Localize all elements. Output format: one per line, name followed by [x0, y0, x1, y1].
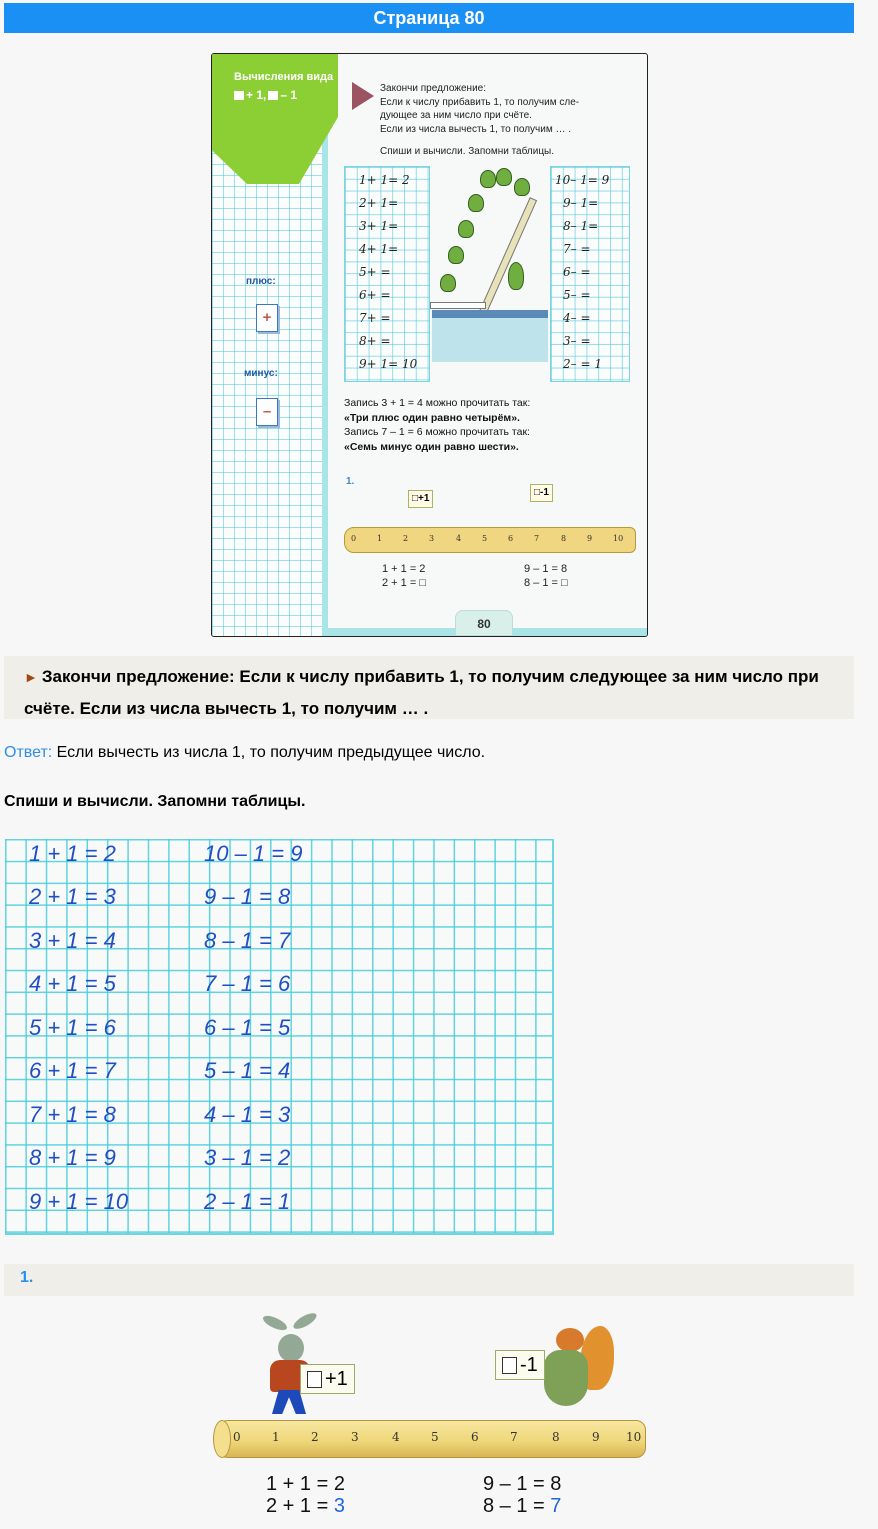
solution-row: 4 – 1 = 3 — [204, 1102, 291, 1127]
table-row: 3+ 1= — [359, 219, 399, 233]
rabbit-ear — [261, 1313, 289, 1333]
book-instruction-2: Спиши и вычисли. Запомни таблицы. — [380, 146, 555, 157]
solution-row: 8 + 1 = 9 — [29, 1145, 116, 1170]
equation-left-2 — [266, 1495, 345, 1517]
table-row: 6+ = — [359, 288, 391, 302]
card-minus-one: □-1 — [530, 484, 553, 502]
topic-title: Вычисления вида — [234, 71, 334, 83]
equation-answer: 7 — [550, 1495, 562, 1517]
rabbit-icon — [278, 1334, 304, 1362]
tick-label: 7 — [534, 534, 540, 543]
table-row: 2– = 1 — [563, 357, 602, 371]
card-label: -1 — [520, 1353, 538, 1376]
log-end — [213, 1420, 231, 1458]
instruction-line: Закончи предложение: — [380, 83, 486, 94]
equation: 2 + 1 = □ — [382, 577, 426, 589]
tick-label: 8 — [561, 534, 567, 543]
frog-icon — [440, 274, 456, 292]
reading-line: «Три плюс один равно четырём». — [344, 411, 520, 424]
table-row: 5– = — [563, 288, 591, 302]
solution-row: 4 + 1 = 5 — [29, 971, 116, 996]
table-row: 4+ 1= — [359, 242, 399, 256]
textbook-page-image — [211, 53, 648, 637]
exercise-number: 1. — [346, 476, 355, 487]
table-row: 6– = — [563, 265, 591, 279]
plus-sign-icon: + — [256, 304, 278, 332]
tick-label: 1 — [377, 534, 383, 543]
rabbit-ear — [291, 1310, 319, 1332]
frog-icon — [468, 194, 484, 212]
instruction-line: дующее за ним число при счёте. — [380, 110, 532, 121]
solution-row: 9 + 1 = 10 — [29, 1189, 129, 1214]
number-line-log — [344, 527, 636, 553]
task-box-exercise-1 — [4, 1264, 854, 1296]
table-row: 4– = — [563, 311, 591, 325]
solution-row: 7 + 1 = 8 — [29, 1102, 116, 1127]
frog-icon — [480, 170, 496, 188]
tick-label: 2 — [311, 1430, 319, 1444]
table-row: 1+ 1= 2 — [359, 173, 410, 187]
equation: 1 + 1 = 2 — [382, 563, 426, 575]
equation: 9 – 1 = 8 — [524, 563, 568, 575]
diving-board — [430, 302, 486, 309]
page-header — [4, 3, 854, 33]
minus-sign-icon: – — [256, 398, 278, 426]
topic-formula-plus: + 1, — [246, 88, 267, 102]
equation: 8 – 1 = □ — [524, 577, 568, 589]
card-minus-one — [495, 1350, 545, 1380]
task-box-complete-sentence — [4, 656, 854, 719]
instruction-line: Если к числу прибавить 1, то получим сле- — [380, 96, 580, 108]
tick-label: 0 — [351, 534, 357, 543]
tick-label: 10 — [613, 534, 624, 543]
card-label: +1 — [325, 1367, 348, 1390]
table-row: 7– = — [563, 242, 591, 256]
reading-rules — [344, 396, 530, 454]
empty-square-icon — [502, 1357, 517, 1374]
table-row: 2+ 1= — [359, 196, 399, 210]
pool — [432, 310, 548, 362]
card-plus-one: □+1 — [408, 490, 433, 508]
square-icon — [234, 91, 244, 100]
task-text — [24, 661, 844, 724]
table-row: 9+ 1= 10 — [359, 357, 418, 371]
equation-answer: 3 — [333, 1495, 345, 1517]
frog-icon — [496, 168, 512, 186]
number-line-log — [214, 1420, 646, 1458]
tick-label: 6 — [508, 534, 514, 543]
table-row: 5+ = — [359, 265, 391, 279]
tick-label: 5 — [482, 534, 488, 543]
task-statement: Закончи предложение: Если к числу прибавить 1, то получим следующее за ним число при счёте. Если из числа вычесть 1, то получим … . — [24, 667, 819, 718]
solution-row: 6 + 1 = 7 — [29, 1058, 116, 1083]
solution-row: 7 – 1 = 6 — [204, 971, 291, 996]
equation-left-1: 1 + 1 = 2 — [266, 1473, 345, 1495]
book-table-plus — [344, 166, 430, 382]
solution-row: 2 – 1 = 1 — [204, 1189, 291, 1214]
solution-row: 2 + 1 = 3 — [29, 884, 116, 909]
tick-label: 10 — [626, 1430, 642, 1444]
tick-label: 0 — [233, 1430, 241, 1444]
solution-row: 8 – 1 = 7 — [204, 928, 291, 953]
table-row: 7+ = — [359, 311, 391, 325]
table-row: 10– 1= 9 — [555, 173, 610, 187]
card-label: +1 — [418, 493, 430, 504]
table-row: 8+ = — [359, 334, 391, 348]
triangle-marker-icon — [352, 82, 374, 110]
tick-label: 1 — [272, 1430, 280, 1444]
reading-line: «Семь минус один равно шести». — [344, 440, 519, 453]
table-row: 8– 1= — [563, 219, 599, 233]
table-row: 9– 1= — [563, 196, 599, 210]
card-label: -1 — [540, 487, 549, 498]
tick-label: 8 — [552, 1430, 560, 1444]
label-minus: минус: — [244, 368, 278, 379]
tick-label: 5 — [431, 1430, 439, 1444]
tick-label: 4 — [456, 534, 462, 543]
squirrel-icon — [556, 1328, 584, 1352]
tick-label: 7 — [510, 1430, 518, 1444]
equation-prefix: 8 – 1 = — [483, 1495, 551, 1517]
tick-label: 3 — [351, 1430, 359, 1444]
page-title: Страница 80 — [373, 8, 485, 28]
solution-row: 9 – 1 = 8 — [204, 884, 291, 909]
tick-label: 3 — [429, 534, 435, 543]
solution-row: 5 + 1 = 6 — [29, 1015, 116, 1040]
frog-icon — [448, 246, 464, 264]
table-row: 3– = — [563, 334, 591, 348]
solution-row: 10 – 1 = 9 — [204, 841, 303, 866]
solution-grid — [5, 839, 554, 1235]
empty-square-icon — [307, 1371, 322, 1388]
square-icon — [268, 91, 278, 100]
solution-row: 1 + 1 = 2 — [29, 841, 116, 866]
equation-right-2 — [483, 1495, 561, 1517]
subtask-heading: Спиши и вычисли. Запомни таблицы. — [4, 793, 306, 810]
tick-label: 2 — [403, 534, 409, 543]
tick-label: 4 — [392, 1430, 400, 1444]
solution-row: 3 + 1 = 4 — [29, 928, 116, 953]
frog-icon — [458, 220, 474, 238]
triangle-right-icon: ► — [24, 669, 38, 685]
reading-line: Запись 7 – 1 = 6 можно прочитать так: — [344, 426, 530, 438]
book-equations-left — [382, 562, 426, 590]
equation-prefix: 2 + 1 = — [266, 1495, 334, 1517]
exercise-number: 1. — [20, 1269, 34, 1286]
tick-label: 9 — [592, 1430, 600, 1444]
page-number-tab: 80 — [455, 610, 513, 636]
frog-icon — [514, 178, 530, 196]
solution-row: 6 – 1 = 5 — [204, 1015, 291, 1040]
answer — [4, 744, 485, 762]
tick-label: 6 — [471, 1430, 479, 1444]
tick-label: 9 — [587, 534, 593, 543]
instruction-line: Если из числа вычесть 1, то получим … . — [380, 123, 572, 135]
frog-icon — [508, 262, 524, 290]
topic-formula-minus: – 1 — [280, 88, 298, 102]
book-instruction — [380, 82, 579, 136]
reading-line: Запись 3 + 1 = 4 можно прочитать так: — [344, 397, 531, 409]
solution-row: 5 – 1 = 4 — [204, 1058, 291, 1083]
equation-right-1: 9 – 1 = 8 — [483, 1473, 562, 1495]
answer-label: Ответ: — [4, 744, 53, 761]
squirrel-dress — [544, 1350, 588, 1406]
solution-row: 3 – 1 = 2 — [204, 1145, 291, 1170]
card-plus-one — [300, 1364, 355, 1394]
book-equations-right — [524, 562, 568, 590]
answer-text: Если вычесть из числа 1, то получим предыдущее число. — [52, 744, 486, 761]
topic-formula — [234, 88, 297, 102]
frogs-diving-illustration — [432, 166, 548, 362]
book-table-minus — [550, 166, 630, 382]
label-plus: плюс: — [246, 276, 276, 287]
